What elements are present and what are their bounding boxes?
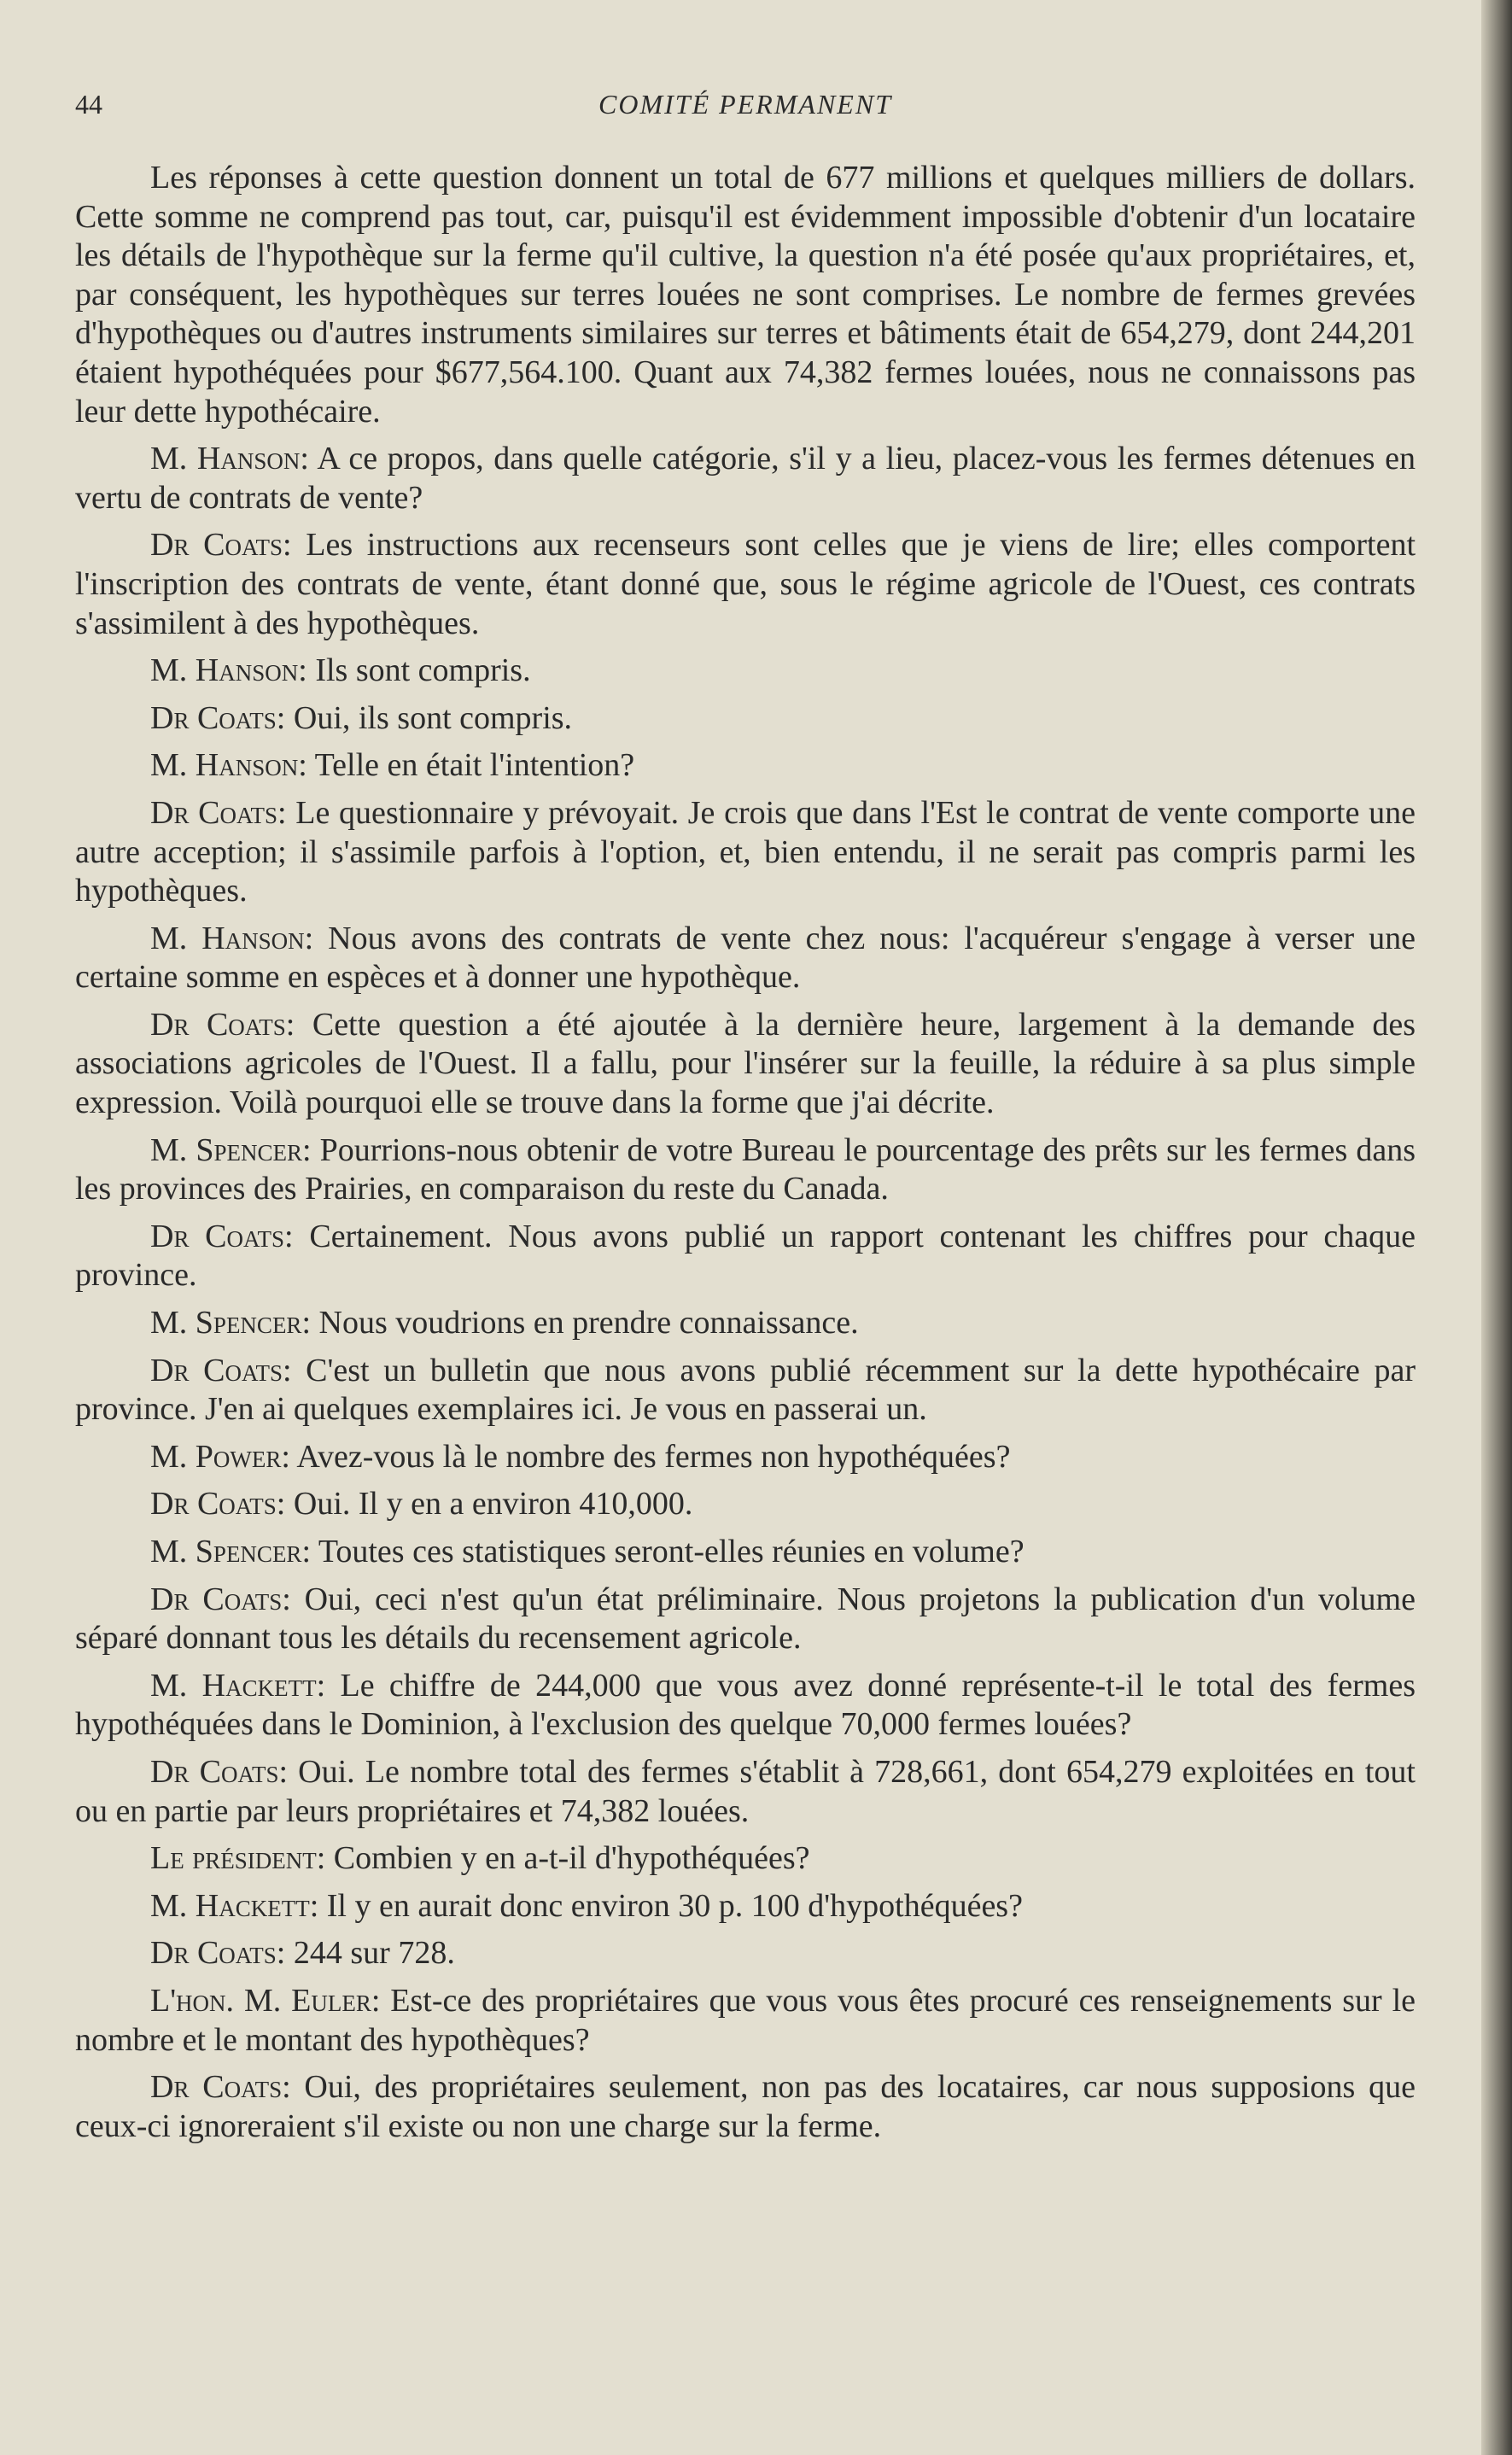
paragraph-text: Telle en était l'intention? (306, 747, 635, 784)
speaker-name: Dr Coats: (150, 1218, 294, 1254)
paragraph-text: Pourrions-nous obtenir de votre Bureau le pourcentage des prêts sur les fermes dans les provinces des Prairies, en comparaison du reste du Canada. (75, 1131, 1416, 1207)
speaker-name: Dr Coats: (150, 1935, 286, 1972)
paragraph (75, 1667, 1416, 1745)
paragraph (75, 652, 1416, 691)
paragraph (75, 1131, 1416, 1209)
paragraph-text: 244 sur 728. (285, 1935, 455, 1972)
speaker-name: Dr Coats: (150, 1753, 289, 1790)
speaker-name: M. Hackett: (150, 1887, 319, 1924)
speaker-name: Dr Coats: (150, 794, 287, 831)
paragraph (75, 1352, 1416, 1429)
paragraph-text: Oui, ceci n'est qu'un état préliminaire. Nous projetons la publication d'un volume séparé donnant tous les détails du recensement agricole. (75, 1581, 1416, 1657)
paragraph (75, 1438, 1416, 1477)
paragraph-intro (75, 159, 1416, 431)
paragraph-text: Est-ce des propriétaires que vous vous êtes procuré ces renseignements sur le nombre et le montant des hypothèques? (75, 1982, 1416, 2058)
paragraph (75, 1533, 1416, 1572)
paragraph-text: Les réponses à cette question donnent un total de 677 millions et quelques milliers de dollars. Cette somme ne comprend pas tout, car, puisqu'il est évidemment impossible d'obtenir d'un locataire les détails de l'hypothèque sur la ferme qu'il cultive, la question n'a été posée qu'aux propriétaires, et, par conséquent, les hypothèques sur terres louées ne sont comprises. Le nombre de fermes grevées d'hypothèques ou d'autres instruments similaires sur terres et bâtiments était de 654,279, dont 244,201 étaient hypothéquées pour $677,564.100. Quant aux 74,382 fermes louées, nous ne connaissons pas leur dette hypothécaire. (75, 160, 1416, 430)
paragraph (75, 1218, 1416, 1295)
speaker-name: M. Power: (150, 1438, 290, 1475)
speaker-name: Dr Coats: (150, 1006, 295, 1043)
paragraph (75, 2068, 1416, 2146)
paragraph-text: Combien y en a-t-il d'hypothéquées? (325, 1840, 810, 1877)
speaker-name: L'hon. M. Euler: (150, 1982, 381, 2019)
page-header (75, 89, 1416, 132)
paragraph (75, 699, 1416, 739)
paragraph-text: Oui. Le nombre total des fermes s'établit à 728,661, dont 654,279 exploitées en tout ou en partie par leurs propriétaires et 74,382 louées. (75, 1753, 1416, 1829)
speaker-name: M. Spencer: (150, 1131, 312, 1168)
paragraph (75, 746, 1416, 786)
page-body (75, 159, 1416, 2154)
paragraph-text: Oui, ils sont compris. (285, 699, 573, 736)
paragraph (75, 1982, 1416, 2060)
paragraph-text: Cette question a été ajoutée à la dernière heure, largement à la demande des associations agricoles de l'Ouest. Il a fallu, pour l'insérer sur la feuille, la réduire à sa plus simple expression. Voilà pourquoi elle se trouve dans la forme que j'ai décrite. (75, 1006, 1416, 1121)
speaker-name: Dr Coats: (150, 1486, 286, 1523)
binding-edge (1481, 0, 1512, 2455)
paragraph-text: Avez-vous là le nombre des fermes non hypothéquées? (289, 1438, 1011, 1475)
paragraph (75, 1485, 1416, 1524)
speaker-name: Le président: (150, 1840, 326, 1877)
paragraph (75, 920, 1416, 997)
page-number: 44 (75, 89, 102, 120)
paragraph (75, 1934, 1416, 1973)
paragraph (75, 1581, 1416, 1658)
paragraph-text: Le chiffre de 244,000 que vous avez donné représente-t-il le total des fermes hypothéquées dans le Dominion, à l'exclusion des quelque 70,000 fermes louées? (75, 1667, 1416, 1743)
paragraph-text: Toutes ces statistiques seront-elles réunies en volume? (311, 1534, 1025, 1569)
paragraph (75, 1006, 1416, 1123)
speaker-name: M. Hanson: (150, 441, 309, 477)
paragraph-text: Il y en aurait donc environ 30 p. 100 d'hypothéquées? (318, 1887, 1023, 1924)
paragraph (75, 1304, 1416, 1343)
paragraph-text: C'est un bulletin que nous avons publié récemment sur la dette hypothécaire par province. J'en ai quelques exemplaires ici. Je vous en passerai un. (75, 1352, 1416, 1428)
paragraph-text: Certainement. Nous avons publié un rapport contenant les chiffres pour chaque province. (75, 1218, 1416, 1294)
paragraph (75, 1887, 1416, 1926)
running-title: COMITÉ PERMANENT (598, 89, 892, 120)
paragraph-text: Nous voudrions en prendre connaissance. (311, 1305, 859, 1341)
speaker-name: Dr Coats: (150, 1352, 292, 1388)
speaker-name: M. Hanson: (150, 747, 307, 784)
paragraph-text: Nous avons des contrats de vente chez nous: l'acquéreur s'engage à verser une certaine somme en espèces et à donner une hypothèque. (75, 920, 1416, 996)
speaker-name: M. Hackett: (150, 1667, 326, 1704)
paragraph (75, 1753, 1416, 1831)
paragraph-text: Les instructions aux recenseurs sont celles que je viens de lire; elles comportent l'inscription des contrats de vente, étant donné que, sous le régime agricole de l'Ouest, ces contrats s'assimilent à des hypothèques. (75, 527, 1416, 641)
paragraph (75, 794, 1416, 911)
paragraph (75, 1839, 1416, 1879)
paragraph-text: Oui. Il y en a environ 410,000. (285, 1486, 693, 1523)
speaker-name: M. Hanson: (150, 920, 314, 956)
speaker-name: Dr Coats: (150, 699, 286, 736)
speaker-name: Dr Coats: (150, 2069, 291, 2106)
speaker-name: M. Hanson: (150, 652, 307, 689)
paragraph (75, 440, 1416, 517)
speaker-name: Dr Coats: (150, 527, 292, 564)
speaker-name: M. Spencer: (150, 1534, 311, 1569)
paragraph-text: A ce propos, dans quelle catégorie, s'il y a lieu, placez-vous les fermes détenues en vertu de contrats de vente? (75, 441, 1416, 516)
paragraph-text: Oui, des propriétaires seulement, non pas des locataires, car nous supposions que ceux-ci ignoreraient s'il existe ou non une charge sur la ferme. (75, 2069, 1416, 2144)
paragraph (75, 526, 1416, 643)
speaker-name: M. Spencer: (150, 1305, 311, 1341)
speaker-name: Dr Coats: (150, 1581, 291, 1617)
paragraph-text: Le questionnaire y prévoyait. Je crois que dans l'Est le contrat de vente comporte une autre acception; il s'assimile parfois à l'option, et, bien entendu, il ne serait pas compris parmi les hypothèques. (75, 794, 1416, 909)
paragraph-text: Ils sont compris. (306, 652, 531, 689)
